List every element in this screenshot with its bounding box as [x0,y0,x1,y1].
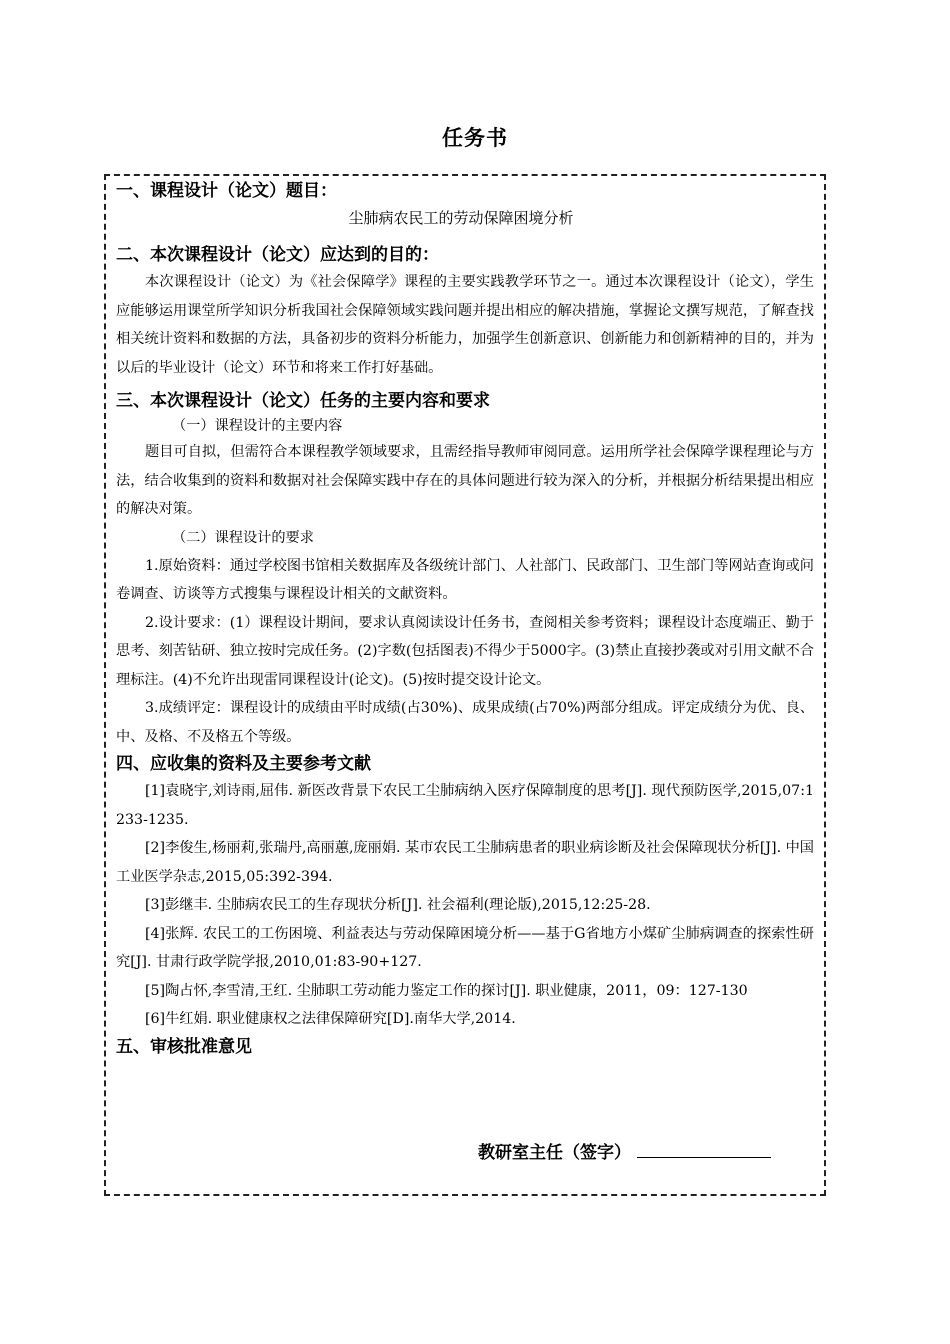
requirement-source-materials: 1.原始资料：通过学校图书馆相关数据库及各级统计部门、人社部门、民政部门、卫生部门等网站查询或问卷调查、访谈等方式搜集与课程设计相关的文献资料。 [116,557,814,602]
section5-heading: 五、审核批准意见 [116,1036,252,1057]
section2-heading: 二、本次课程设计（论文）应达到的目的： [116,245,439,265]
signature-row [478,1138,771,1163]
reference-list [116,777,814,1034]
purpose-paragraph: 本次课程设计（论文）为《社会保障学》课程的主要实践教学环节之一。通过本次课程设计（论文），学生应能够运用课堂所学知识分析我国社会保障领域实践问题并提出相应的解决措施，掌握论文撰写规范，了解查找相关统计资料和数据的方法，具备初步的资料分析能力，加强学生创新意识、创新能力和创新精神的目的，并为以后的毕业设计（论文）环节和将来工作打好基础。 [116,274,814,376]
reference-item: [6]牛红娟. 职业健康权之法律保障研究[D].南华大学,2014. [145,1011,516,1027]
reference-item: [1]袁晓宇,刘诗雨,屈伟. 新医改背景下农民工尘肺病纳入医疗保障制度的思考[J]. 现代预防医学,2015,07:1233-1235. [116,783,814,828]
section1-heading: 一、课程设计（论文）题目： [116,181,337,201]
page-title: 任务书 [442,126,508,150]
reference-item: [2]李俊生,杨丽莉,张瑞丹,高丽蕙,庞丽娟. 某市农民工尘肺病患者的职业病诊断及社会保障现状分析[J]. 中国工业医学杂志,2015,05:392-394. [116,840,814,885]
requirement-grading: 3.成绩评定：课程设计的成绩由平时成绩(占30%)、成果成绩(占70%)两部分组成。评定成绩分为优、良、中、及格、不及格五个等级。 [116,700,814,745]
requirements-subheading: （二）课程设计的要求 [172,529,314,546]
task-form-frame [104,174,826,1196]
section4-heading: 四、应收集的资料及主要参考文献 [116,754,371,774]
signature-line[interactable] [637,1139,771,1158]
reference-item: [4]张辉. 农民工的工伤困境、利益表达与劳动保障困境分析——基于G省地方小煤矿尘肺病调查的探索性研究[J]. 甘肃行政学院学报,2010,01:83-90+127. [116,925,814,970]
main-content-paragraph: 题目可自拟，但需符合本课程教学领域要求，且需经指导教师审阅同意。运用所学社会保障学课程理论与方法，结合收集到的资料和数据对社会保障实践中存在的具体问题进行较为深入的分析，并根据分析结果提出相应的解决对策。 [116,444,814,517]
thesis-topic: 尘肺病农民工的劳动保障困境分析 [348,209,574,227]
reference-item: [5]陶占怀,李雪清,王红. 尘肺职工劳动能力鉴定工作的探讨[J]. 职业健康，2011，09：127-130 [145,982,748,999]
section3-heading: 三、本次课程设计（论文）任务的主要内容和要求 [116,391,490,411]
requirement-design: 2.设计要求：(1）课程设计期间，要求认真阅读设计任务书，查阅相关参考资料；课程设计态度端正、勤于思考、刻苦钻研、独立按时完成任务。(2)字数(包括图表)不得少于5000字。(3)禁止直接抄袭或对引用文献不合理标注。(4)不允许出现雷同课程设计(论文)。(5)按时提交设计论文。 [116,614,814,688]
main-content-subheading: （一）课程设计的主要内容 [172,418,343,434]
reference-item: [3]彭继丰. 尘肺病农民工的生存现状分析[J]. 社会福利(理论版),2015,12:25-28. [145,897,651,913]
signature-label: 教研室主任（签字） [478,1143,631,1163]
